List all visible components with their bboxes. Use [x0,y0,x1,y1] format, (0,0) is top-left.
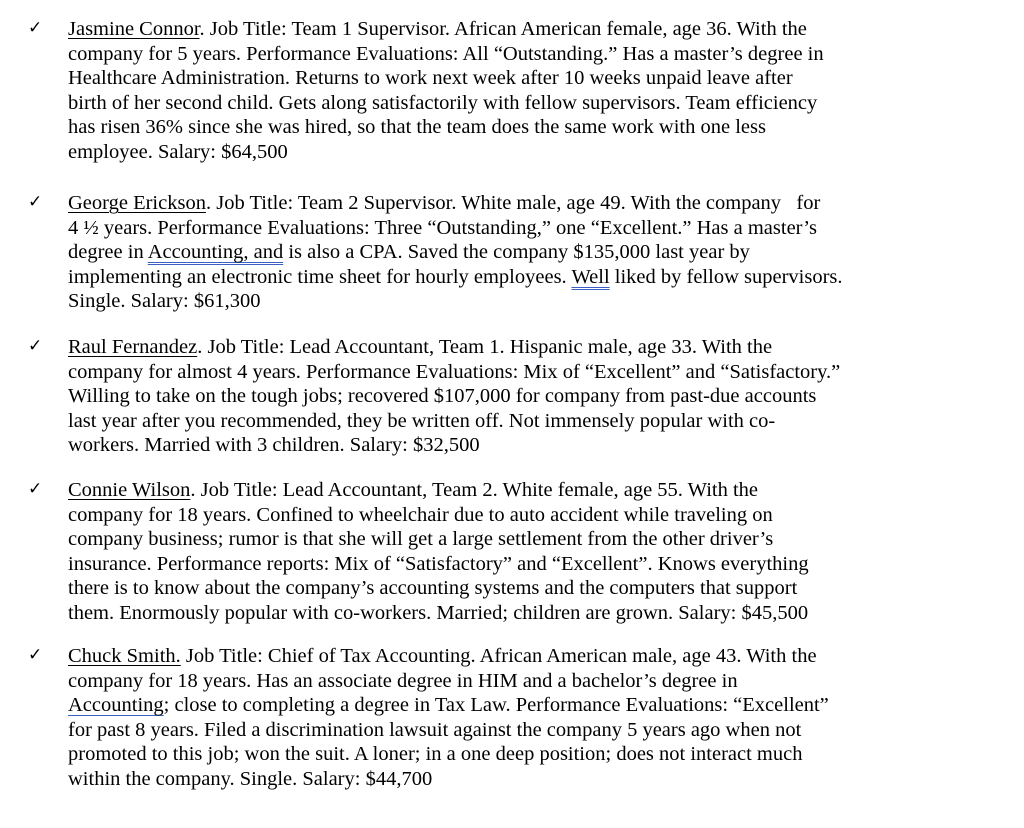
text-line: birth of her second child. Gets along satisfactorily with fellow supervisors. Team efficiency [68,91,818,114]
text-line: Accounting; close to completing a degree in Tax Law. Performance Evaluations: “Excellent” [68,694,829,716]
text-line: 4 ½ years. Performance Evaluations: Three “Outstanding,” one “Excellent.” Has a master’s [68,216,817,239]
grammar-flag[interactable]: Accounting, and [147,241,284,263]
employee-name: Connie Wilson [68,479,191,501]
text-line: promoted to this job; won the suit. A loner; in a one deep position; does not interact much [68,743,803,765]
text-line: for past 8 years. Filed a discrimination lawsuit against the company 5 years ago when not [68,718,802,741]
text-line: Healthcare Administration. Returns to work next week after 10 weeks unpaid leave after [68,67,793,89]
grammar-flag[interactable]: Well [571,265,610,288]
employee-name: George Erickson [68,192,206,214]
entry-text [68,17,1008,164]
grammar-flag[interactable]: Accounting [68,694,164,716]
employee-name: Chuck Smith. [68,645,181,667]
text-line: Raul Fernandez. Job Title: Lead Accountant, Team 1. Hispanic male, age 33. With the [68,336,773,358]
entry-text [68,644,1008,791]
text-line: has risen 36% since she was hired, so that the team does the same work with one less [68,116,766,138]
text-line: last year after you recommended, they be written off. Not immensely popular with co- [68,409,776,432]
employee-name: Jasmine Connor [68,18,200,40]
text-line: Single. Salary: $61,300 [68,290,261,312]
text-line: degree in Accounting, and is also a CPA. Saved the company $135,000 last year by [68,241,750,263]
text-line: company for 5 years. Performance Evaluations: All “Outstanding.” Has a master’s degree in [68,42,824,65]
text-line: implementing an electronic time sheet for hourly employees. Well liked by fellow supervisors. [68,265,843,288]
checkmark-icon: ✓ [28,645,43,665]
text-line: insurance. Performance reports: Mix of “Satisfactory” and “Excellent”. Knows everything [68,552,809,575]
employee-name: Raul Fernandez [68,336,198,358]
text-line: Chuck Smith. Job Title: Chief of Tax Accounting. African American male, age 43. With the [68,645,817,667]
checkmark-icon: ✓ [28,192,43,212]
text-line: Connie Wilson. Job Title: Lead Accountant, Team 2. White female, age 55. With the [68,479,759,501]
text-line: them. Enormously popular with co-workers. Married; children are grown. Salary: $45,500 [68,601,809,624]
text-line: Jasmine Connor. Job Title: Team 1 Supervisor. African American female, age 36. With the [68,18,807,40]
checkmark-icon: ✓ [28,336,43,356]
checkmark-icon: ✓ [28,479,43,499]
text-line: company for 18 years. Confined to wheelchair due to auto accident while traveling on [68,503,773,526]
text-line: there is to know about the company’s accounting systems and the computers that support [68,577,798,599]
checkmark-icon: ✓ [28,18,43,38]
text-line: George Erickson. Job Title: Team 2 Supervisor. White male, age 49. With the company for [68,192,821,214]
text-line: employee. Salary: $64,500 [68,140,288,163]
text-line: within the company. Single. Salary: $44,700 [68,767,433,790]
text-line: workers. Married with 3 children. Salary: $32,500 [68,434,480,456]
entry-text [68,335,1008,458]
text-line: Willing to take on the tough jobs; recovered $107,000 for company from past-due accounts [68,385,817,407]
text-line: company for 18 years. Has an associate degree in HIM and a bachelor’s degree in [68,669,738,692]
entry-text [68,191,1008,314]
entry-text [68,478,1008,625]
text-line: company business; rumor is that she will get a large settlement from the other driver’s [68,528,774,550]
text-line: company for almost 4 years. Performance Evaluations: Mix of “Excellent” and “Satisfactory.” [68,360,841,383]
